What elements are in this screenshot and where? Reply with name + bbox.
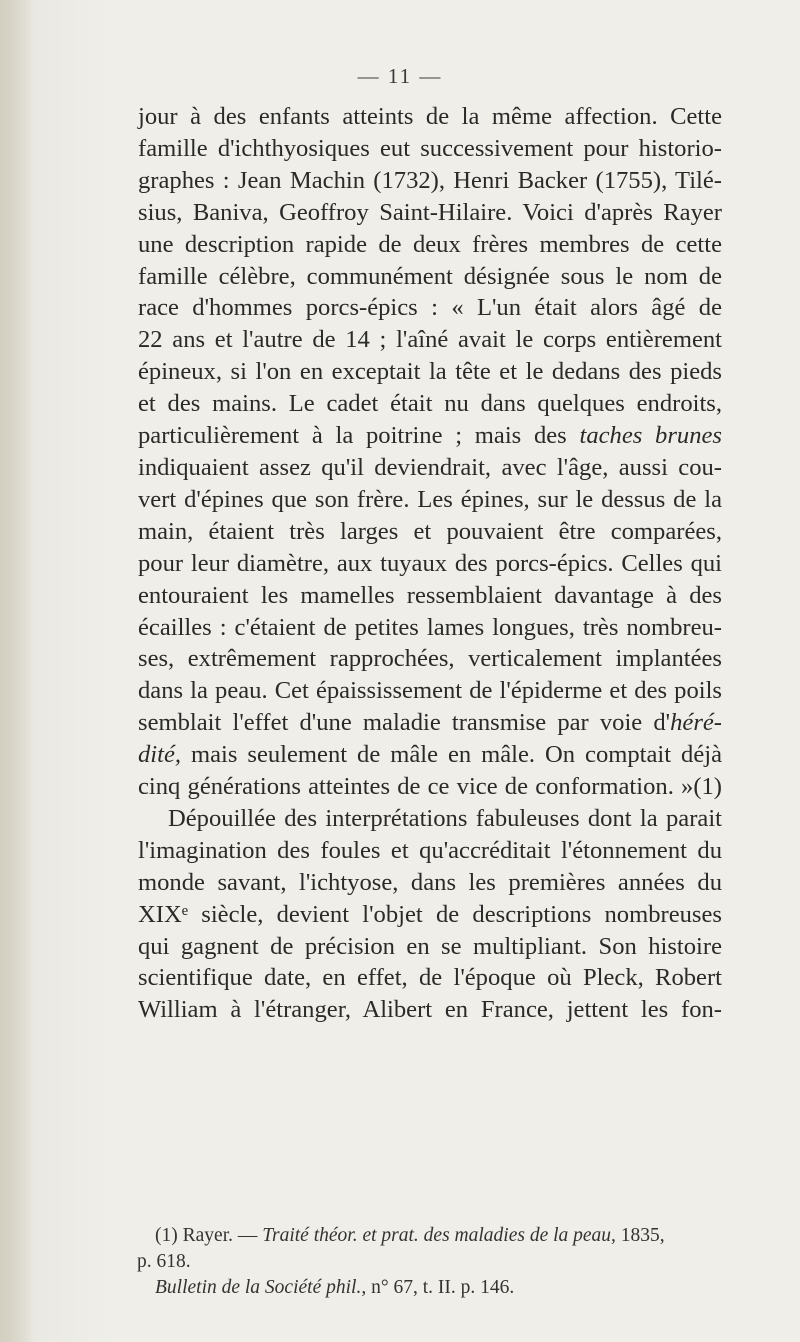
footnote-reference: Bulletin de la Société phil., [155,1277,367,1298]
text-line: dans la peau. Cet épaississement de l'épiderme et des poils [138,677,722,705]
text-line: entouraient les mamelles ressemblaient davantage à des [138,581,722,609]
footnote-line [155,1275,722,1301]
text-line: ses, extrêmement rapprochées, verticalement implantées [138,645,722,673]
footnote-title: Traité théor. et prat. des maladies de la peau, [262,1225,616,1246]
text-line: épineux, si l'on en exceptait la tête et le dedans des pieds [138,358,722,386]
text-line [138,707,722,739]
text-line: famille célèbre, communément désignée sous le nom de [138,262,722,290]
italic-phrase: héré- [670,709,722,737]
footnote-marker: (1) [155,1225,178,1246]
text-line: XIXᵉ siècle, devient l'objet de descriptions nombreuses [138,900,722,928]
text-line: qui gagnent de précision en se multipliant. Son histoire [138,932,722,960]
italic-phrase: taches brunes [579,422,722,450]
text-line: indiquaient assez qu'il deviendrait, avec l'âge, aussi cou- [138,453,722,481]
text-line: scientifique date, en effet, de l'époque où Pleck, Robert [138,964,722,992]
text-line: pour leur diamètre, aux tuyaux des porcs-épics. Celles qui [138,549,722,577]
italic-phrase: dité, [138,741,182,769]
text-line: jour à des enfants atteints de la même affection. Cette [138,103,722,130]
footnote-year: 1835, [615,1225,665,1246]
text-line: race d'hommes porcs-épics : « L'un était alors âgé de [138,294,722,322]
text-line: famille d'ichthyosiques eut successivement pour historio- [138,134,722,162]
text-line: vert d'épines que son frère. Les épines, sur le dessus de la [138,485,722,513]
text-segment: particulièrement à la poitrine ; mais des [138,422,580,450]
binding-shadow [0,0,34,1342]
text-segment: semblait l'effet d'une maladie transmise par voie d' [138,709,671,737]
text-line: 22 ans et l'autre de 14 ; l'aîné avait le corps entièrement [138,326,722,354]
text-line: graphes : Jean Machin (1732), Henri Backer (1755), Tilé- [138,166,722,194]
text-line: écailles : c'étaient de petites lames longues, très nombreu- [138,613,722,641]
text-line: monde savant, l'ichtyose, dans les premières années du [138,868,722,896]
text-line: sius, Baniva, Geoffroy Saint-Hilaire. Voici d'après Rayer [138,198,722,226]
text-line [138,420,722,452]
text-line: main, étaient très larges et pouvaient être comparées, [138,517,722,545]
footnote-author: Rayer. — [177,1225,263,1246]
footnote-line: p. 618. [137,1251,191,1272]
footnote-line [155,1223,722,1249]
text-line: William à l'étranger, Alibert en France, jettent les fon- [138,996,722,1024]
text-line: et des mains. Le cadet était nu dans quelques endroits, [138,390,722,418]
footnote-reference-rest: n° 67, t. II. p. 146. [366,1277,515,1298]
footnotes [137,1223,722,1301]
page-number: — 11 — [357,64,443,88]
body-text [138,101,722,1026]
text-line: l'imagination des foules et qu'accréditait l'étonnement du [138,836,722,864]
text-line: cinq générations atteintes de ce vice de conformation. »(1) [138,773,722,801]
text-segment: mais seulement de mâle en mâle. On comptait déjà [181,741,722,769]
text-line: Dépouillée des interprétations fabuleuses dont la parait [168,804,722,832]
text-line [138,739,722,771]
text-line: une description rapide de deux frères membres de cette [138,230,722,258]
